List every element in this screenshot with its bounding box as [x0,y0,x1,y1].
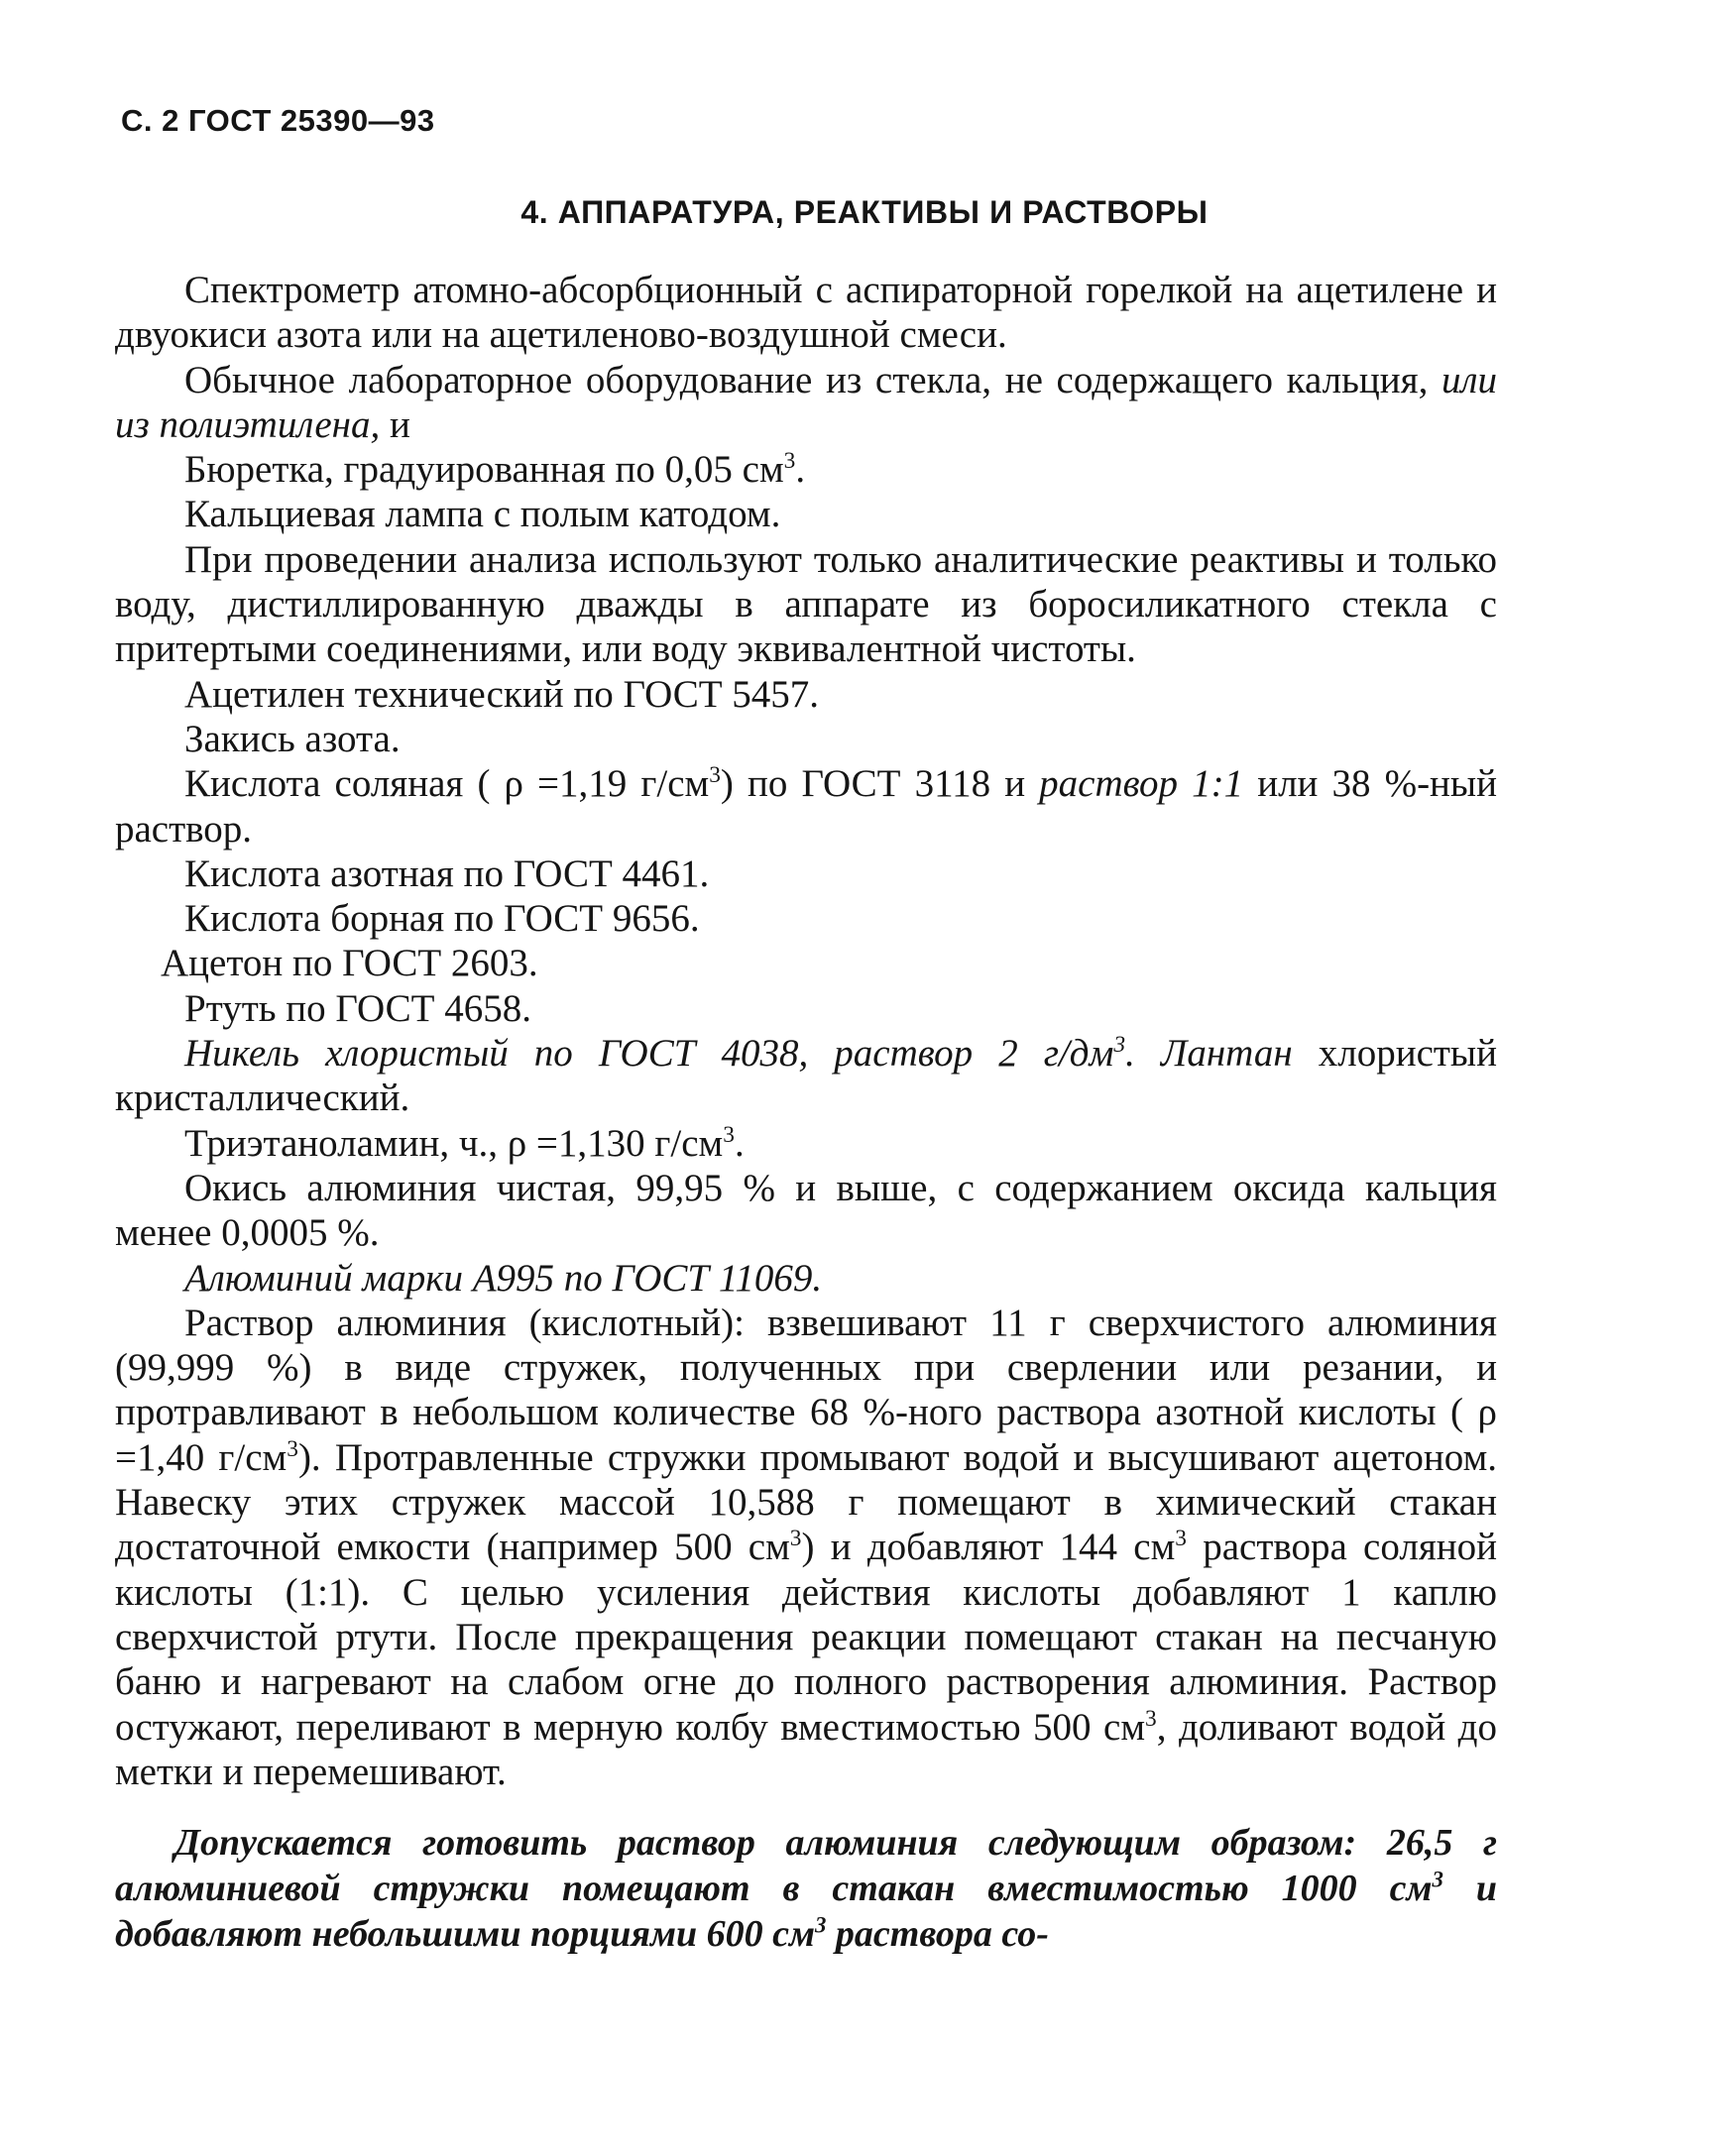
paragraph-boric-acid: Кислота борная по ГОСТ 9656. [184,897,700,941]
paragraph-mercury: Ртуть по ГОСТ 4658. [184,986,531,1030]
paragraph-nickel-lanthanum [115,1031,1497,1121]
paragraph-nitric-acid: Кислота азотная по ГОСТ 4461. [184,851,710,895]
lanthanum-text: хлористый кристаллический. [115,1032,1498,1120]
al-solution-sup4: 3 [1145,1705,1157,1732]
paragraph-lab-equipment [115,358,1497,448]
burette-text: Бюретка, градуированная по 0,05 см [184,448,784,492]
nickel-italic-a: Никель хлористый по ГОСТ 4038, раствор 2 г/дм [184,1032,1114,1076]
paragraph-alternative-preparation [115,1820,1497,1957]
alt-prep-sup1: 3 [1432,1867,1443,1892]
lab-equipment-text: Обычное лабораторное оборудование из стекла, не содержащего кальция, [184,358,1441,401]
paragraph-triethanolamine [115,1121,1497,1166]
lab-equipment-tail: и [380,402,410,446]
hcl-sup: 3 [709,762,721,789]
burette-end: . [795,448,806,492]
triethanolamine-text: Триэтаноламин, ч., ρ =1,130 г/см [184,1121,724,1165]
alt-prep-b: и добавляют небольшими порциями 600 см [115,1868,1497,1956]
lab-equipment-italic: или из полиэтилена, [115,358,1497,446]
al-solution-c: ) и добавляют 144 см [801,1526,1176,1569]
paragraph-calcium-lamp: Кальциевая лампа с полым катодом. [184,493,781,536]
al-solution-d: раствора соляной кислоты (1:1). С целью усиления действия кислоты добавляют 1 каплю сверхчистой ртути. После прекращения реакции помещают стакан на песчаную баню и нагревают на слабом огне до полного растворения алюминия. Раствор остужают, переливают в мерную колбу вместимостью 500 см [115,1526,1498,1749]
section-title: 4. АППАРАТУРА, РЕАКТИВЫ И РАСТВОРЫ [520,194,1209,230]
hcl-text-c: или 38 %-ный раствор. [115,762,1498,851]
paragraph-aluminium-grade: Алюминий марки А995 по ГОСТ 11069. [184,1256,823,1300]
page-header: С. 2 ГОСТ 25390—93 [121,103,435,138]
nickel-italic-b: . Лантан [1125,1032,1293,1076]
al-solution-sup3: 3 [1175,1526,1187,1552]
al-solution-a: Раствор алюминия (кислотный): взвешивают 11 г сверхчистого алюминия (99,999 %) в виде стружек, полученных при сверлении или резании, и протравливают в небольшом количестве 68 %-ного раствора азотной кислоты ( ρ =1,40 г/см [115,1301,1497,1479]
hcl-text-b: ) по ГОСТ 3118 и [720,762,1040,806]
hcl-text: Кислота соляная ( ρ =1,19 г/см [184,762,710,806]
alt-prep-a: Допускается готовить раствор алюминия следующим образом: 26,5 г алюминиевой стружки помещают в стакан вместимостью 1000 см [115,1822,1497,1910]
alt-prep-c: раствора со- [826,1913,1049,1956]
hcl-italic: раствор 1:1 [1039,762,1244,806]
nickel-sup: 3 [1113,1032,1126,1059]
al-solution-e: , доливают водой до метки и перемешивают. [115,1705,1497,1793]
triethanolamine-sup: 3 [723,1121,735,1148]
al-solution-sup2: 3 [789,1526,802,1552]
paragraph-hydrochloric-acid [115,761,1497,851]
alt-prep-sup2: 3 [815,1912,827,1938]
al-solution-b: ). Протравленные стружки промывают водой и высушивают ацетоном. Навеску этих стружек массой 10,588 г помещают в химический стакан достаточной емкости (например 500 см [115,1435,1497,1569]
paragraph-aluminium-solution [115,1301,1497,1794]
document-body [115,268,1497,1994]
paragraph-acetylene: Ацетилен технический по ГОСТ 5457. [184,672,820,716]
paragraph-nitrous-oxide: Закись азота. [184,717,401,760]
burette-sup: 3 [783,448,796,475]
al-solution-sup1: 3 [287,1435,298,1462]
paragraph-reagents-note: При проведении анализа используют только аналитические реактивы и только воду, дистиллированную дважды в аппарате из боросиликатного стекла с притертыми соединениями, или воду эквивалентной чистоты. [115,537,1497,671]
paragraph-spectrometer: Спектрометр атомно-абсорбционный с аспираторной горелкой на ацетилене и двуокиси азота или на ацетиленово-воздушной смеси. [115,269,1497,357]
paragraph-burette [115,447,1497,492]
paragraph-aluminium-oxide: Окись алюминия чистая, 99,95 % и выше, с содержанием оксида кальция менее 0,0005 %. [115,1166,1497,1255]
paragraph-acetone: Ацетон по ГОСТ 2603. [161,942,538,985]
triethanolamine-end: . [734,1121,745,1165]
